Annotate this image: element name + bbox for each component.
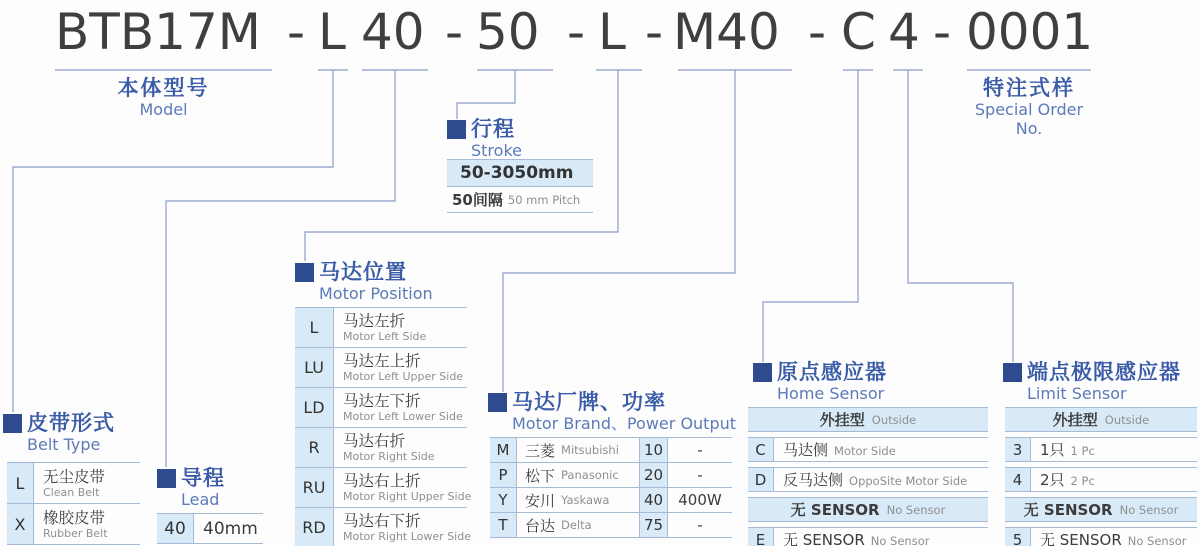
table-row	[295, 308, 467, 348]
power-output-cell: -	[697, 466, 703, 484]
square-bullet-icon	[3, 414, 22, 433]
header-label-en: No Sensor	[886, 502, 946, 517]
model-segment: 50	[476, 3, 540, 61]
section-title-en: Limit Sensor	[1027, 384, 1127, 403]
model-segment: -	[645, 3, 664, 61]
row-label-cn: 无 SENSOR	[783, 531, 865, 546]
section-title-cn: 行程	[471, 117, 515, 141]
row-desc	[1031, 529, 1186, 546]
row-label-en: Motor Left Lower Side	[343, 410, 463, 423]
square-bullet-icon	[447, 120, 466, 139]
brand-cell	[517, 488, 640, 512]
section-title-cn: 皮带形式	[27, 411, 115, 435]
row-key: 5	[1005, 528, 1031, 546]
square-bullet-icon	[157, 469, 176, 488]
special-order-caption	[960, 76, 1098, 138]
table-row	[490, 438, 732, 463]
brand-name-cn: 台达	[525, 516, 556, 535]
motor-position-table	[295, 307, 472, 546]
row-label-en: Clean Belt	[43, 485, 100, 499]
model-segment: L	[598, 3, 626, 61]
special-order-caption-en: Special Order No.	[974, 100, 1084, 138]
table-row	[295, 508, 471, 546]
stroke-range-cell: 50-3050mm	[447, 160, 593, 187]
row-key: LD	[295, 388, 334, 427]
connector-home-sensor	[763, 70, 873, 362]
brand-cell	[517, 513, 640, 537]
row-label-en: Motor Right Side	[343, 450, 435, 463]
model-segment: -	[445, 3, 464, 61]
row-label-en: Motor Left Side	[343, 330, 427, 343]
header-label-cn: 无 SENSOR	[790, 501, 880, 519]
section-title-en: Motor Position	[319, 284, 433, 303]
row-key: 4	[1005, 468, 1031, 491]
table-row	[748, 467, 988, 492]
table-row	[157, 514, 263, 544]
header-row	[748, 407, 988, 432]
row-key: R	[295, 428, 334, 467]
lead-value: 40mm	[203, 518, 258, 539]
square-bullet-icon	[753, 363, 772, 382]
row-label-cn: 马达右上折	[343, 472, 421, 490]
table-row	[748, 527, 988, 546]
row-key: L	[7, 463, 34, 503]
brand-name-cn: 安川	[525, 491, 556, 510]
table-row	[1005, 467, 1197, 492]
header-row	[1005, 497, 1197, 522]
home-sensor-table	[748, 407, 988, 546]
pitch-label-en: 50 mm Pitch	[507, 192, 581, 207]
section-title-cn: 端点极限感应器	[1027, 360, 1181, 384]
section-title-en: Lead	[181, 490, 220, 509]
table-row	[490, 488, 732, 513]
model-caption-cn: 本体型号	[117, 76, 210, 100]
section-motor-position	[295, 260, 433, 303]
power-key-cell: 75	[640, 513, 668, 537]
row-label-cn: 无尘皮带	[43, 467, 106, 486]
table-row	[295, 468, 472, 508]
row-label-cn: 2只	[1040, 471, 1065, 489]
model-caption	[55, 76, 272, 119]
power-output-cell: -	[697, 516, 703, 534]
row-desc	[334, 388, 463, 427]
row-desc	[1031, 439, 1095, 460]
row-label-cn: 马达左上折	[343, 352, 421, 370]
row-label-en: 2 Pc	[1070, 474, 1095, 488]
model-segment: 4	[888, 3, 920, 61]
connector-stroke	[457, 70, 553, 119]
row-label-en: No Sensor	[870, 534, 930, 546]
brand-cell	[517, 438, 640, 462]
square-bullet-icon	[1003, 363, 1022, 382]
row-label-cn: 反马达侧	[783, 471, 844, 489]
stroke-table	[447, 159, 593, 213]
brand-name-en: Yaskawa	[561, 493, 610, 507]
model-segment: -	[567, 3, 586, 61]
row-key: D	[748, 468, 774, 491]
header-label-en: No Sensor	[1119, 502, 1179, 517]
section-title-cn: 导程	[181, 466, 225, 490]
row-desc	[1031, 469, 1095, 490]
header-row	[1005, 407, 1197, 432]
row-label-cn: 马达左折	[343, 312, 406, 330]
section-limit-sensor	[1003, 360, 1181, 403]
limit-sensor-table	[1005, 407, 1197, 546]
header-label-cn: 外挂型	[1052, 411, 1098, 429]
model-caption-en: Model	[139, 100, 188, 119]
stroke-pitch-cell	[447, 187, 593, 213]
model-segment: -	[287, 3, 306, 61]
row-desc	[774, 529, 929, 546]
row-label-cn: 无 SENSOR	[1040, 531, 1122, 546]
row-label-en: 1 Pc	[1070, 444, 1095, 458]
table-row	[295, 348, 467, 388]
section-motor-brand	[488, 390, 736, 433]
row-key: E	[748, 528, 774, 546]
row-desc	[334, 508, 471, 546]
table-row	[7, 504, 140, 545]
section-belt-type	[3, 411, 115, 454]
row-key: LU	[295, 348, 334, 387]
square-bullet-icon	[488, 393, 507, 412]
power-key-cell: 20	[640, 463, 668, 487]
special-order-caption-cn: 特注式样	[983, 76, 1075, 100]
connector-motor-brand	[503, 70, 792, 392]
row-key: C	[748, 438, 774, 461]
table-row	[295, 388, 467, 428]
section-title-en: Home Sensor	[777, 384, 885, 403]
brand-name-cn: 松下	[525, 466, 556, 485]
row-label-en: No Sensor	[1127, 534, 1187, 546]
section-stroke	[447, 117, 522, 160]
row-key: 40	[157, 514, 194, 543]
row-label-en: Motor Left Upper Side	[343, 370, 464, 383]
header-label-cn: 外挂型	[819, 411, 865, 429]
table-row	[1005, 527, 1197, 546]
section-lead	[157, 466, 225, 509]
power-output-cell: -	[697, 441, 703, 459]
model-segment: -	[933, 3, 952, 61]
table-row	[1005, 437, 1197, 462]
table-row	[295, 428, 467, 468]
power-output-cell: 400W	[678, 491, 722, 509]
row-desc	[774, 469, 967, 490]
section-title-en: Stroke	[471, 141, 522, 160]
power-key-cell: 10	[640, 438, 668, 462]
row-label-cn: 橡胶皮带	[43, 508, 106, 527]
row-key: T	[490, 513, 517, 537]
header-label-en: Outside	[1104, 412, 1150, 427]
row-key: P	[490, 463, 517, 487]
row-key: M	[490, 438, 517, 462]
row-label-cn: 马达右下折	[343, 512, 421, 530]
model-segment: L	[318, 3, 346, 61]
row-desc	[34, 463, 105, 503]
row-desc	[334, 468, 471, 507]
row-key: RD	[295, 508, 334, 546]
section-title-cn: 马达位置	[319, 260, 407, 284]
brand-name-cn: 三菱	[525, 441, 556, 460]
model-segment: 40	[361, 3, 425, 61]
row-desc	[334, 308, 426, 347]
table-row	[748, 437, 988, 462]
motor-brand-table	[490, 437, 732, 538]
row-desc	[334, 348, 463, 387]
model-segment: 0001	[966, 3, 1094, 61]
row-desc	[34, 504, 108, 544]
belt-type-table	[7, 462, 140, 545]
table-row	[490, 463, 732, 488]
row-key: X	[7, 504, 34, 544]
lead-table	[157, 513, 263, 544]
row-key: 3	[1005, 438, 1031, 461]
brand-name-en: Panasonic	[561, 468, 619, 482]
row-label-en: Motor Right Lower Side	[343, 530, 471, 543]
section-title-en: Motor Brand、Power Output	[512, 414, 737, 433]
row-label-cn: 马达左下折	[343, 392, 421, 410]
row-desc	[194, 519, 258, 539]
row-desc	[774, 439, 896, 460]
model-segment: C	[841, 3, 876, 61]
table-row	[7, 463, 140, 504]
brand-name-en: Delta	[561, 518, 592, 532]
section-title-cn: 原点感应器	[777, 360, 887, 384]
row-label-en: Rubber Belt	[43, 526, 108, 540]
row-label-cn: 马达侧	[783, 441, 829, 459]
square-bullet-icon	[295, 263, 314, 282]
row-key: RU	[295, 468, 334, 507]
row-label-cn: 马达右折	[343, 432, 406, 450]
header-label-cn: 无 SENSOR	[1023, 501, 1113, 519]
pitch-label-cn: 50间隔	[452, 191, 503, 209]
brand-name-en: Mitsubishi	[561, 443, 619, 457]
section-title-en: Belt Type	[27, 435, 101, 454]
header-row	[748, 497, 988, 522]
model-segment: -	[808, 3, 827, 61]
row-key: Y	[490, 488, 517, 512]
row-key: L	[295, 308, 334, 347]
power-key-cell: 40	[640, 488, 668, 512]
section-home-sensor	[753, 360, 887, 403]
row-desc	[334, 428, 435, 467]
model-segment: M40	[673, 3, 780, 61]
header-label-en: Outside	[871, 412, 917, 427]
row-label-en: OppoSite Motor Side	[849, 474, 968, 488]
table-row	[490, 513, 732, 538]
model-segment: BTB17M	[55, 3, 261, 61]
row-label-en: Motor Right Upper Side	[343, 490, 472, 503]
model-number	[0, 2, 1200, 64]
row-label-en: Motor Side	[834, 444, 896, 458]
row-label-cn: 1只	[1040, 441, 1065, 459]
brand-cell	[517, 463, 640, 487]
section-title-cn: 马达厂牌、功率	[512, 390, 666, 414]
